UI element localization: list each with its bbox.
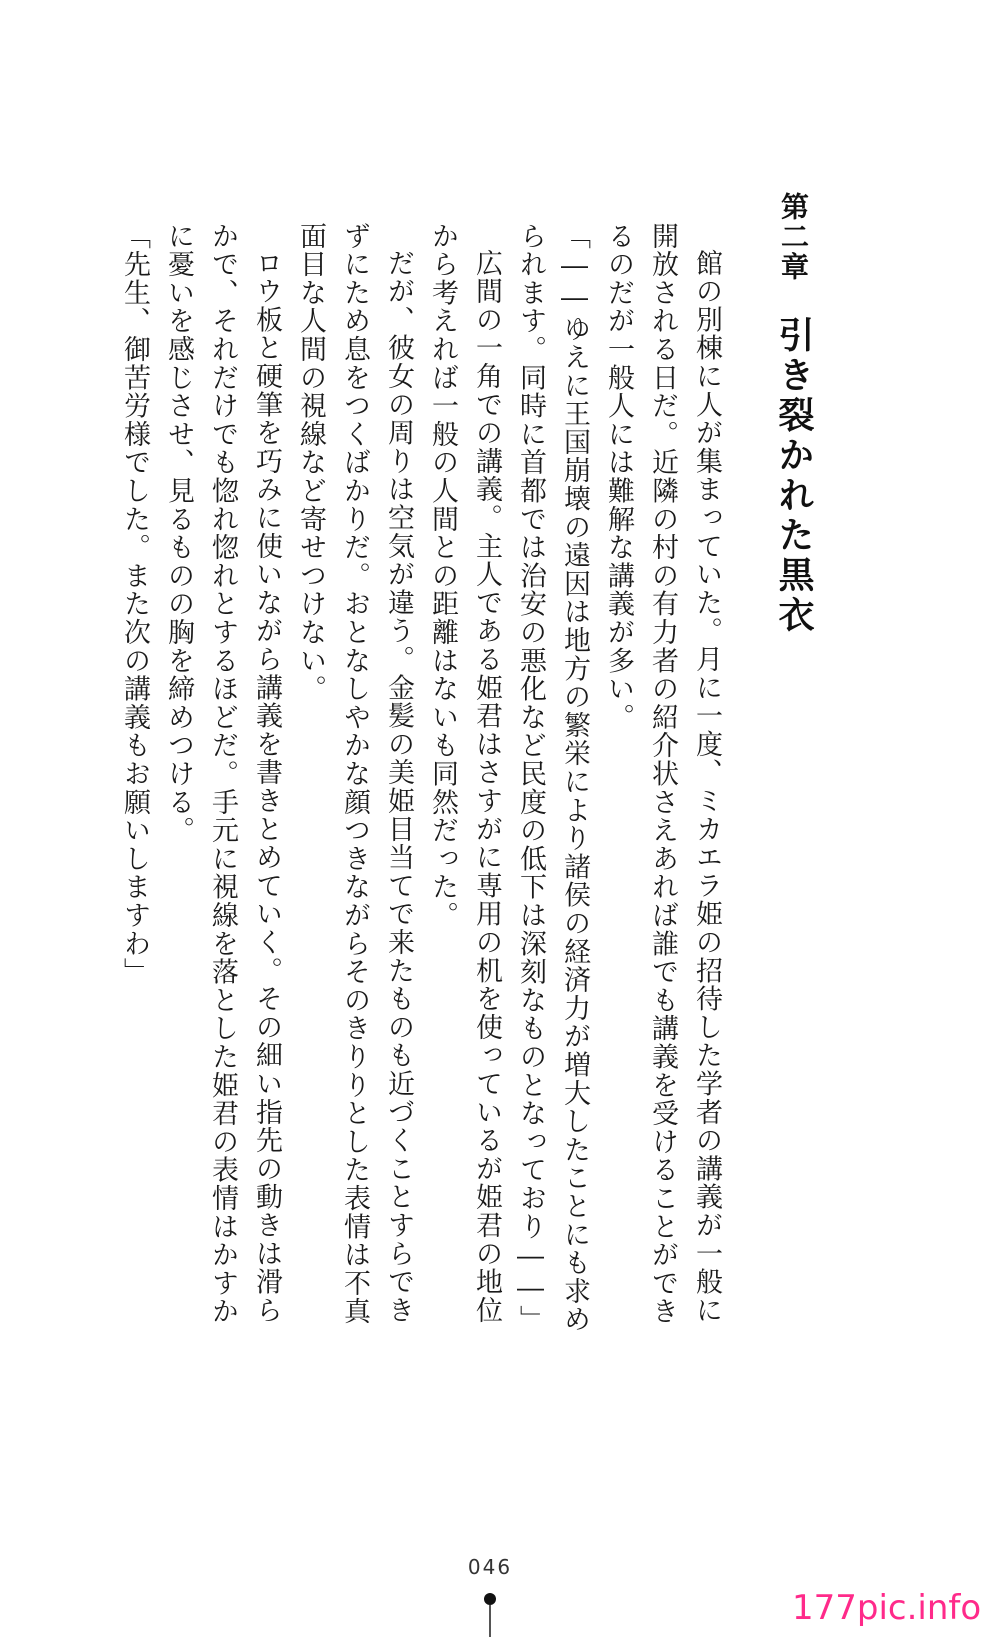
folio-line <box>489 1605 491 1637</box>
folio-dot-icon <box>484 1593 496 1605</box>
paragraph: 館の別棟に人が集まっていた。月に一度、ミカエラ姫の招待した学者の講義が一般に開放される日だ。近隣の村の有力者の紹介状さえあれば誰でも講義を受けることができるのだが一般人には難解な講義が多い。 <box>603 222 722 1326</box>
paragraph: 広間の一角での講義。主人である姫君はさすがに専用の机を使っているが姫君の地位から考えれば一般の人間との距離はないも同然だった。 <box>427 222 502 1325</box>
paragraph-dialogue: 「――ゆえに王国崩壊の遠因は地方の繁栄により諸侯の経済力が増大したことにも求められます。同時に首都では治安の悪化など民度の低下は深刻なものとなっており――」 <box>515 222 590 1334</box>
paragraph: だが、彼女の周りは空気が違う。金髪の美姫目当てで来たものも近づくことすらできずにため息をつくばかりだ。おとなしやかな顔つきながらそのきりりとした表情は不真面目な人間の視線など寄せつけない。 <box>295 222 414 1326</box>
page-number: 046 <box>467 1555 513 1579</box>
chapter-label: 第二章 <box>777 192 810 282</box>
chapter-heading <box>768 192 819 636</box>
paragraph: ロウ板と硬筆を巧みに使いながら講義を書きとめていく。その細い指先の動きは滑らかで、それだけでも惚れ惚れとするほどだ。手元に視線を落とした姫君の表情はかすかに憂いを感じさせ、見るものの胸を締めつける。 <box>163 222 282 1326</box>
watermark: 177pic.info <box>792 1588 982 1628</box>
paragraph-dialogue: 「先生、御苦労様でした。また次の講義もお願いしますわ」 <box>119 222 150 987</box>
body-text <box>108 222 728 1342</box>
chapter-title: 引き裂かれた黒衣 <box>773 316 814 636</box>
